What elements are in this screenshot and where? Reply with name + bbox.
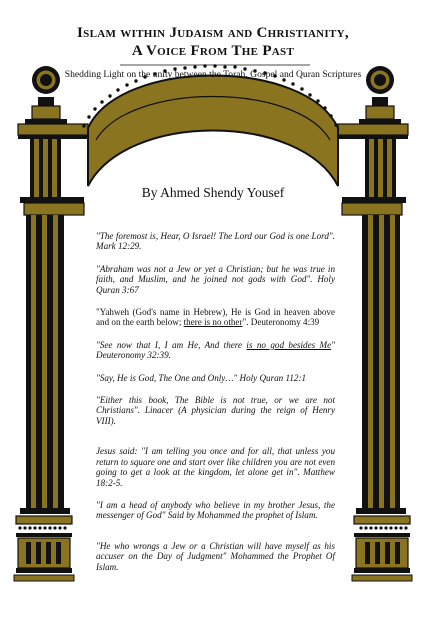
quote-2 (96, 264, 335, 295)
quote-3 (96, 307, 335, 328)
quote-1-source: Mark 12:29. (96, 241, 142, 252)
quote-4-text: "See now that I, I am He, And there (96, 339, 243, 350)
quote-2-source: Holy Quran 3:67 (96, 274, 335, 295)
quote-8-text: "I am a head of anybody who believe in my brother Jesus, the messenger of God" Said by Mohammed the prophet of Islam. (96, 499, 335, 521)
quotes-list (96, 231, 335, 584)
quote-7-text: Jesus said: "I am telling you once and for all, that unless you return to square one and start over like children you are not even going to get a look at the kingdom, let alone get in". Matthew 18:2-5. (96, 446, 335, 488)
right-pillar (338, 66, 412, 581)
book-subtitle: Shedding Light on the unity between the Torah, Gospel and Quran Scriptures (64, 69, 362, 80)
quote-4-text-end: " Deuteronomy 32:39. (96, 339, 335, 361)
quote-3-text: "Yahweh (God's name in Hebrew), He is God in heaven above and on the earth below; (96, 307, 335, 328)
quote-4 (96, 340, 335, 361)
quote-1-text: "The foremost is, Hear, O Israel! The Lord our God is one Lord". (96, 231, 335, 241)
quote-3-text-end: ". (242, 317, 249, 328)
quote-2-text: "Abraham was not a Jew or yet a Christian; but he was true in faith, and Muslim, and he joined not gods with God". (96, 263, 335, 285)
book-title-line-1: Islam within Judaism and Christianity, (77, 25, 349, 41)
quote-6 (96, 395, 335, 426)
quote-5 (96, 373, 335, 383)
left-pillar (14, 66, 88, 581)
quote-9 (96, 541, 335, 572)
quote-8 (96, 500, 335, 521)
quote-3-source: Deuteronomy 4:39 (250, 317, 320, 328)
quote-6-text: "Either this book, The Bible is not true, or we are not Christians". Linacer (A physician during the reign of Henry VIII). (96, 395, 335, 426)
author-name: By Ahmed Shendy Yousef (141, 185, 285, 200)
quote-5-text: "Say, He is God, The One and Only…" Holy Quran 112:1 (96, 372, 307, 383)
quote-4-underlined: is no god besides Me (246, 339, 332, 350)
quote-7 (96, 446, 335, 488)
quote-9-text: "He who wrongs a Jew or a Christian will have myself as his accuser on the Day of Judgment" Mohammed the Prophet Of Islam. (96, 540, 335, 572)
quote-1 (96, 231, 335, 252)
quote-3-underlined: there is no other (183, 317, 243, 328)
book-title-line-2: A Voice From The Past (131, 43, 295, 59)
arch (82, 64, 338, 186)
